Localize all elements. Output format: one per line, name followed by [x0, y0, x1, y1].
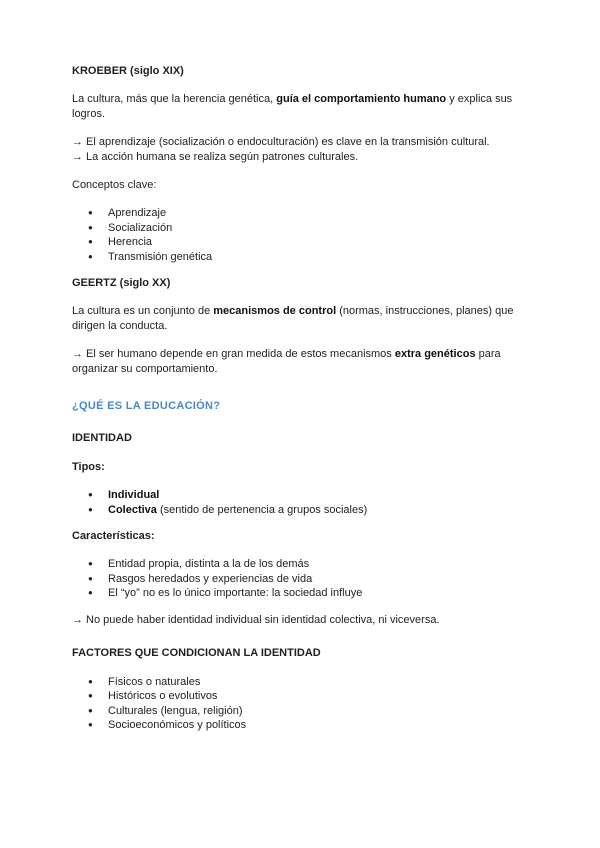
geertz-p2-bold: extra genéticos	[394, 348, 476, 360]
identidad-arrow: → No puede haber identidad individual sin identidad colectiva, ni viceversa.	[72, 613, 440, 626]
geertz-paragraph-1	[72, 304, 532, 334]
geertz-heading: GEERTZ (siglo XX)	[72, 277, 171, 289]
document-page	[72, 64, 532, 733]
geertz-p2-a: → El ser humano depende en gran medida de estos mecanismos	[72, 348, 395, 360]
education-heading: ¿QUÉ ES LA EDUCACIÓN?	[72, 400, 221, 412]
tipo-colectiva-desc: (sentido de pertenencia a grupos sociales)	[156, 503, 368, 516]
list-item	[72, 488, 532, 503]
list-item: ● Entidad propia, distinta a la de los demás	[72, 557, 532, 572]
kroeber-text-bold: guía el comportamiento humano	[276, 93, 447, 105]
kroeber-text-c: y explica sus logros.	[72, 93, 513, 120]
geertz-p2-c: para organizar su comportamiento.	[72, 348, 501, 375]
concepts-label: Conceptos clave:	[72, 179, 157, 191]
list-item	[72, 503, 532, 518]
tipos-list	[72, 488, 532, 517]
kroeber-heading: KROEBER (siglo XIX)	[72, 65, 184, 77]
geertz-text-a: La cultura es un conjunto de	[72, 305, 214, 317]
factores-list	[72, 675, 532, 733]
geertz-paragraph-2	[72, 347, 532, 377]
kroeber-paragraph	[72, 92, 532, 122]
list-item: ● Socioeconómicos y políticos	[72, 718, 532, 733]
identidad-heading: IDENTIDAD	[72, 432, 132, 444]
kroeber-text-a: La cultura, más que la herencia genética,	[72, 93, 277, 105]
concepts-list	[72, 206, 532, 264]
list-item: ● Históricos o evolutivos	[72, 689, 532, 704]
list-item: ● Socialización	[72, 221, 532, 236]
factores-heading: FACTORES QUE CONDICIONAN LA IDENTIDAD	[72, 646, 321, 659]
kroeber-arrow-2: → La acción humana se realiza según patrones culturales.	[72, 151, 359, 163]
geertz-text-c: (normas, instrucciones, planes) que dirigen la conducta.	[72, 305, 514, 332]
kroeber-arrow-1: → El aprendizaje (socialización o endoculturación) es clave en la transmisión cultural.	[72, 136, 490, 148]
tipo-individual: Individual	[108, 489, 160, 501]
list-item: ● Herencia	[72, 235, 532, 250]
list-item: ● Físicos o naturales	[72, 675, 532, 690]
tipos-label: Tipos:	[72, 461, 105, 473]
tipo-colectiva: Colectiva	[108, 503, 157, 516]
caracteristicas-list	[72, 557, 532, 601]
list-item: ● Transmisión genética	[72, 250, 532, 265]
list-item: ● El “yo” no es lo único importante: la sociedad influye	[72, 586, 532, 601]
list-item: ● Rasgos heredados y experiencias de vida	[72, 572, 532, 587]
caracteristicas-label: Características:	[72, 530, 155, 542]
list-item: ● Culturales (lengua, religión)	[72, 704, 532, 719]
geertz-text-bold: mecanismos de control	[213, 305, 337, 317]
list-item: ● Aprendizaje	[72, 206, 532, 221]
